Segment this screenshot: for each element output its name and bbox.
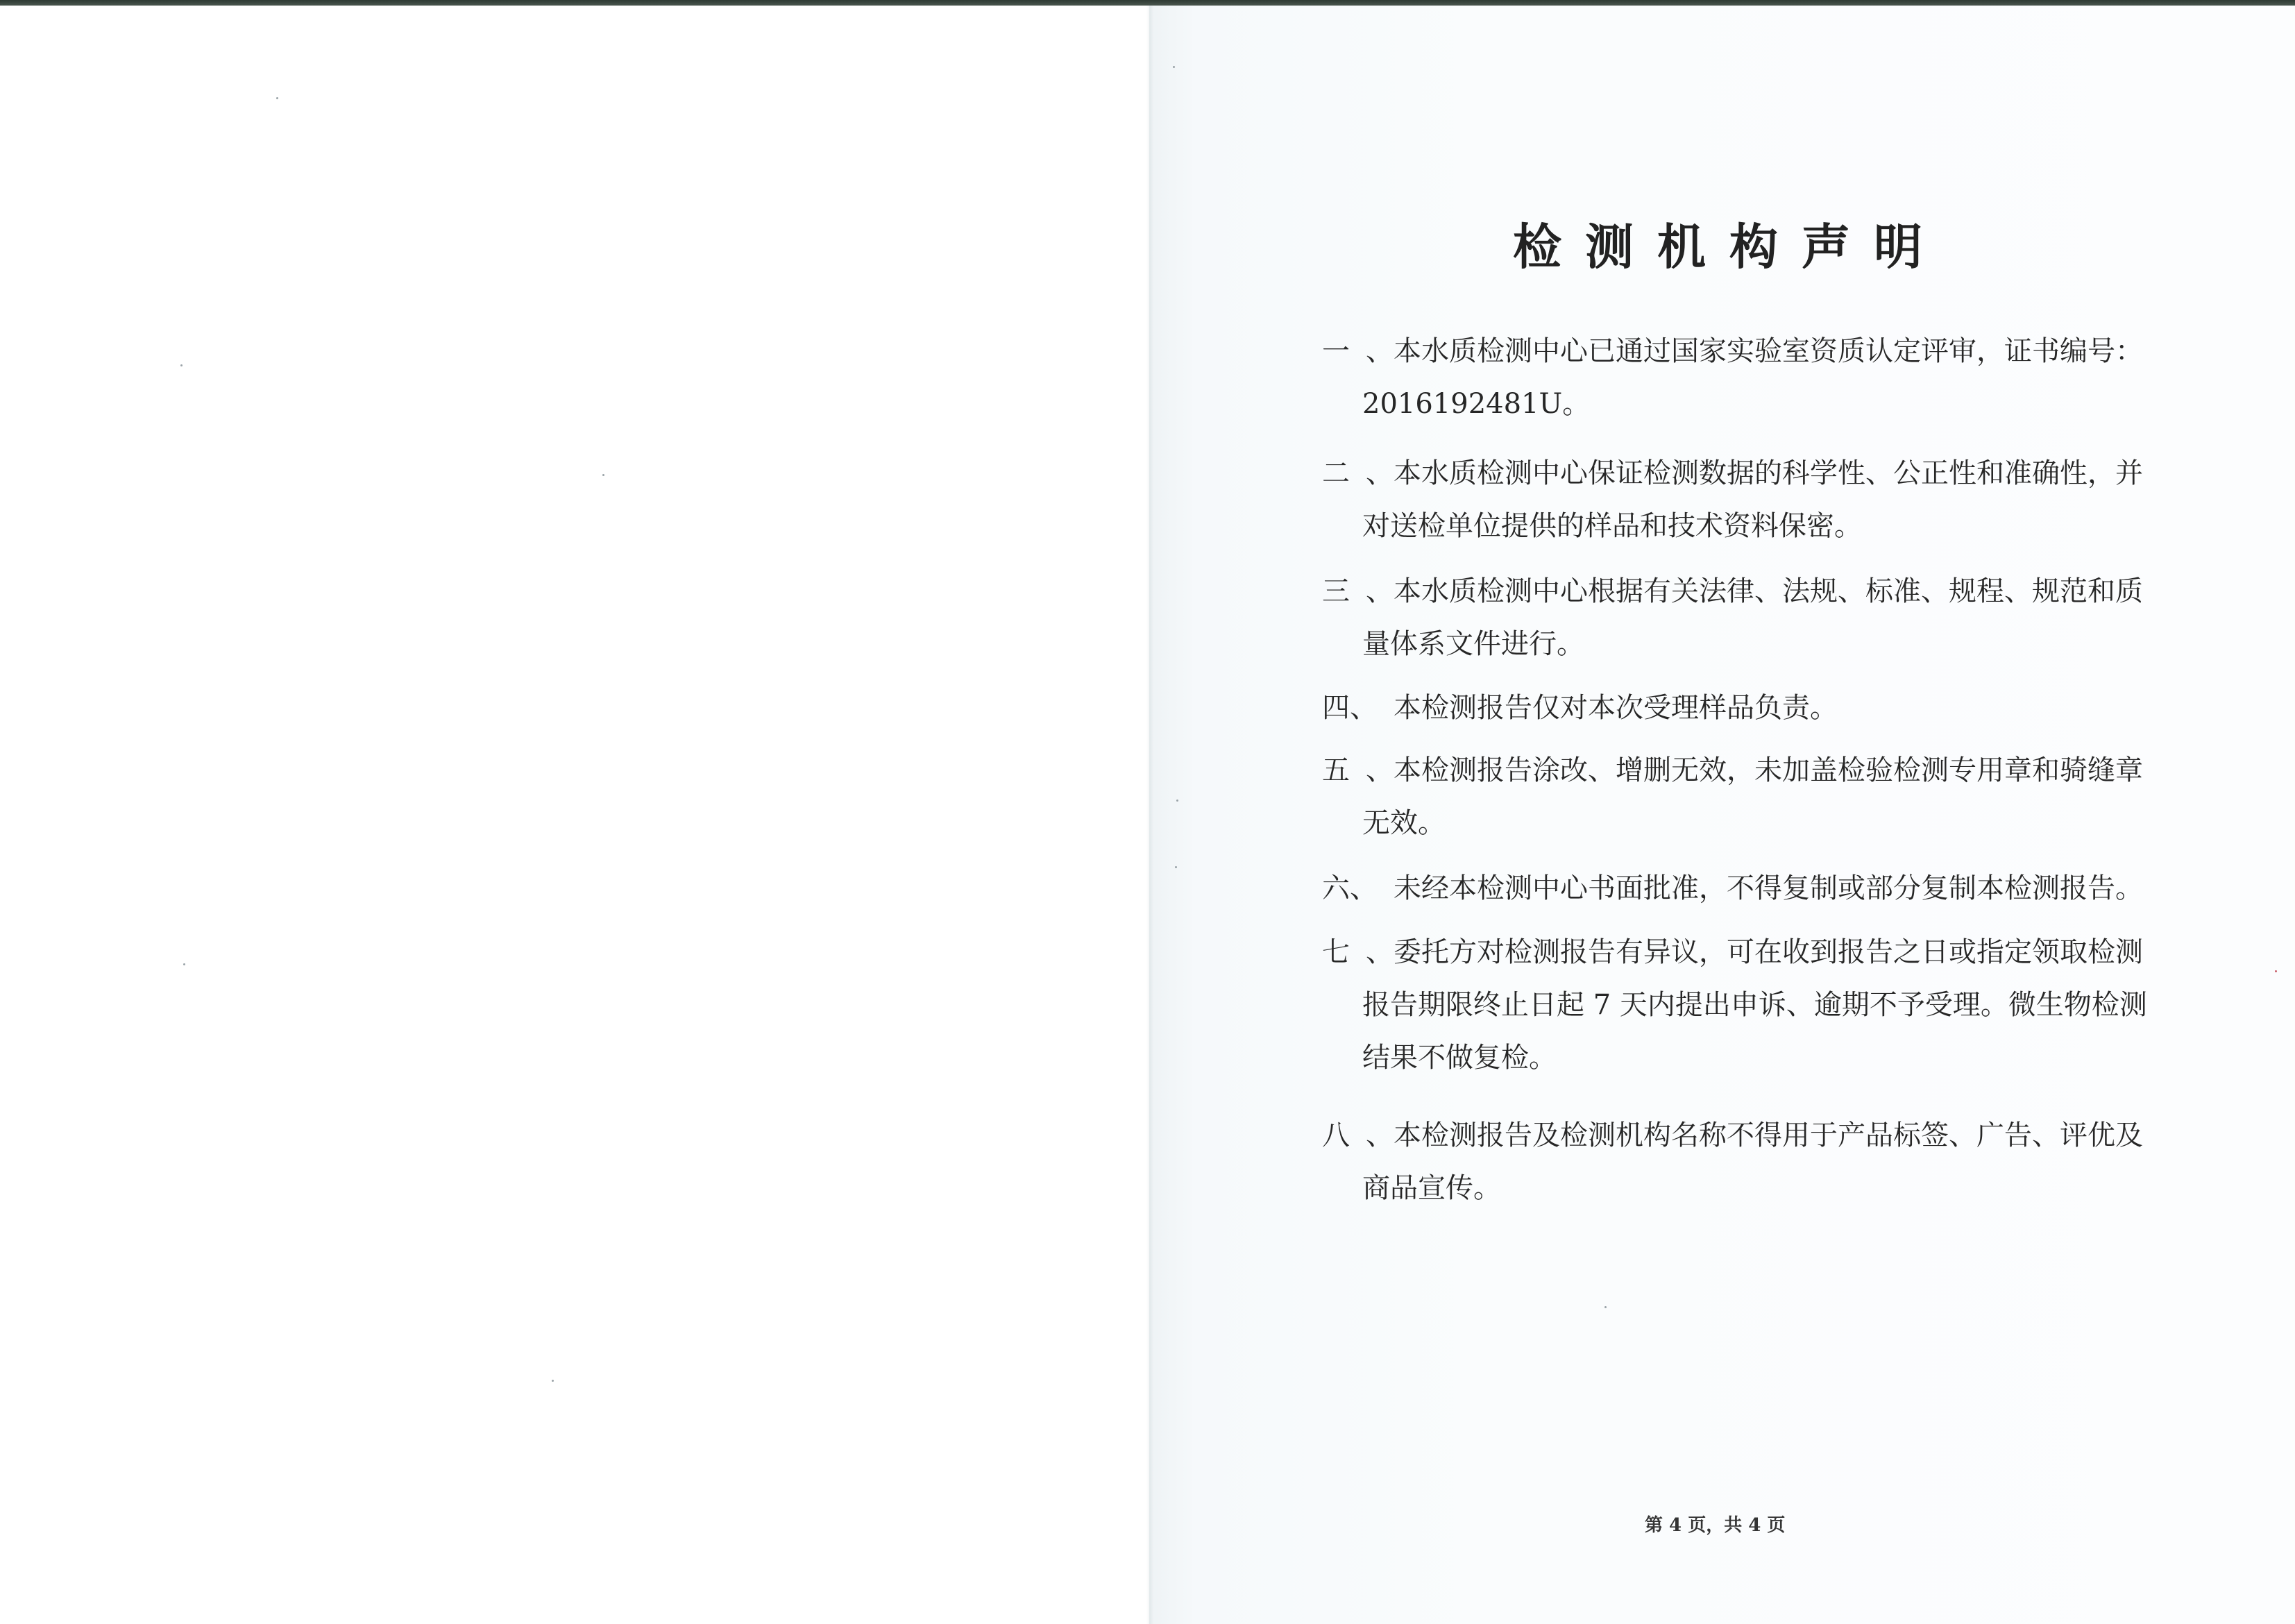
clause-number: 六、 <box>1322 872 1378 904</box>
clause-number: 四、 <box>1322 692 1378 724</box>
clause-text: 2016192481U。 <box>1362 388 1591 420</box>
clause-text: 本水质检测中心已通过国家实验室资质认定评审，证书编号： <box>1394 335 2143 367</box>
clause-number: 二、 <box>1322 457 1394 489</box>
clause-number: 八、 <box>1322 1119 1394 1151</box>
clause-5 <box>1322 744 2143 849</box>
clause-4 <box>1322 682 2120 734</box>
clause-6 <box>1322 862 2143 915</box>
scan-speck <box>1176 800 1178 802</box>
scan-speck <box>180 364 183 366</box>
scan-top-edge <box>0 0 2295 6</box>
clause-text: 本检测报告及检测机构名称不得用于产品标签、广告、评优及 <box>1394 1119 2143 1151</box>
clause-8 <box>1322 1109 2143 1215</box>
clause-text: 商品宣传。 <box>1362 1172 1501 1204</box>
scan-speck <box>183 963 185 965</box>
scan-speck <box>1175 866 1177 868</box>
document-title: 检测机构声明 <box>1513 218 1946 276</box>
clause-text: 本水质检测中心根据有关法律、法规、标准、规程、规范和质 <box>1394 575 2143 607</box>
clause-number: 三、 <box>1322 575 1394 607</box>
clause-text: 对送检单位提供的样品和技术资料保密。 <box>1362 510 1862 542</box>
scan-speck <box>1173 66 1175 68</box>
scan-speck <box>2275 970 2277 972</box>
clause-text: 结果不做复检。 <box>1362 1042 1557 1074</box>
clause-text: 量体系文件进行。 <box>1362 628 1584 660</box>
clause-1 <box>1322 325 2143 430</box>
clause-7 <box>1322 926 2147 1084</box>
clause-text: 报告期限终止日起 7 天内提出申诉、逾期不予受理。微生物检测 <box>1362 989 2147 1021</box>
clause-text: 未经本检测中心书面批准，不得复制或部分复制本检测报告。 <box>1394 872 2143 904</box>
page-fold-shadow <box>1146 6 1153 1624</box>
clause-text: 本检测报告涂改、增删无效，未加盖检验检测专用章和骑缝章 <box>1394 754 2143 786</box>
clause-3 <box>1322 565 2143 670</box>
scan-speck <box>602 474 604 476</box>
scan-speck <box>276 97 278 99</box>
clause-text: 本水质检测中心保证检测数据的科学性、公正性和准确性，并 <box>1394 457 2143 489</box>
clause-text: 无效。 <box>1362 807 1446 839</box>
left-blank-page <box>0 6 1149 1624</box>
page-number-footer: 第 4 页，共 4 页 <box>1645 1515 1786 1536</box>
clause-2 <box>1322 447 2143 552</box>
scan-speck <box>1604 1306 1607 1308</box>
clause-number: 一、 <box>1322 335 1394 367</box>
scan-speck <box>552 1380 554 1382</box>
clause-number: 七、 <box>1322 936 1394 968</box>
clause-number: 五、 <box>1322 754 1394 786</box>
clause-text: 委托方对检测报告有异议，可在收到报告之日或指定领取检测 <box>1394 936 2143 968</box>
clause-text: 本检测报告仅对本次受理样品负责。 <box>1394 692 1838 724</box>
